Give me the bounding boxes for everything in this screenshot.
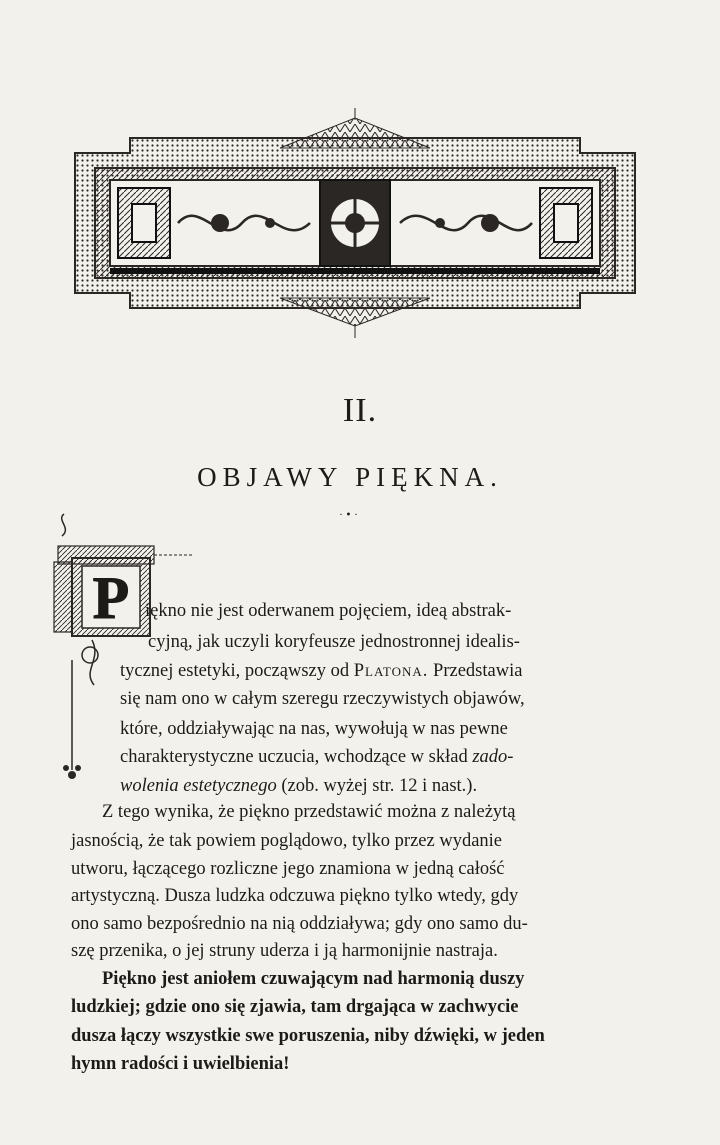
chapter-title: OBJAWY PIĘKNA. <box>197 462 503 492</box>
ornamental-headpiece <box>70 108 640 338</box>
p1-line-3 <box>120 662 522 681</box>
p1-line-3-a: tycznej estetyki, począwszy od <box>120 661 354 681</box>
p3-line-2: ludzkiej; gdzie ono się zjawia, tam drgająca w zachwycie <box>71 997 519 1017</box>
title-ornament: ·•· <box>339 510 361 521</box>
p3-line-3: dusza łączy wszystkie swe poruszenia, niby dźwięki, w jeden <box>71 1026 545 1046</box>
p2-line-2: jasnością, że tak powiem poglądowo, tylko przez wydanie <box>71 831 503 851</box>
p1-line-7-italic: wolenia estetycznego <box>120 776 277 796</box>
p2-line-5: ono samo bezpośrednio na nią oddziaływa; gdy ono samo du- <box>71 914 528 934</box>
p2-line-1: Z tego wynika, że piękno przedstawić można z należytą <box>102 802 516 822</box>
p2-line-3: utworu, łączącego rozliczne jego znamiona w jedną całość <box>71 859 505 879</box>
p3-line-1: Piękno jest aniołem czuwającym nad harmonią duszy <box>102 969 525 989</box>
p1-line-2: cyjną, jak uczyli koryfeusze jednostronnej idealis- <box>148 632 520 652</box>
chapter-number: II. <box>342 392 378 429</box>
author-name: Platona. <box>353 661 429 681</box>
p1-line-6-a: charakterystyczne uczucia, wchodzące w skład <box>120 747 473 767</box>
p1-line-7 <box>120 777 477 796</box>
p1-line-3-b: Przedstawia <box>428 661 523 681</box>
initial-letter: P <box>92 565 130 631</box>
p1-line-6 <box>120 748 513 767</box>
p1-line-7-b: (zob. wyżej str. 12 i nast.). <box>276 776 478 796</box>
p1-line-1: iękno nie jest oderwanem pojęciem, ideą abstrak- <box>145 601 512 621</box>
p1-line-4: się nam ono w całym szeregu rzeczywistych objawów, <box>120 689 525 709</box>
p2-line-4: artystyczną. Dusza ludzka odczuwa piękno tylko wtedy, gdy <box>71 886 519 906</box>
p1-line-5: które, oddziaływając na nas, wywołują w nas pewne <box>120 719 508 739</box>
p2-line-6: szę przenika, o jej struny uderza i ją harmonijnie nastraja. <box>71 941 498 961</box>
p3-line-4: hymn radości i uwielbienia! <box>71 1054 290 1074</box>
p1-line-6-italic: zado- <box>472 747 514 767</box>
